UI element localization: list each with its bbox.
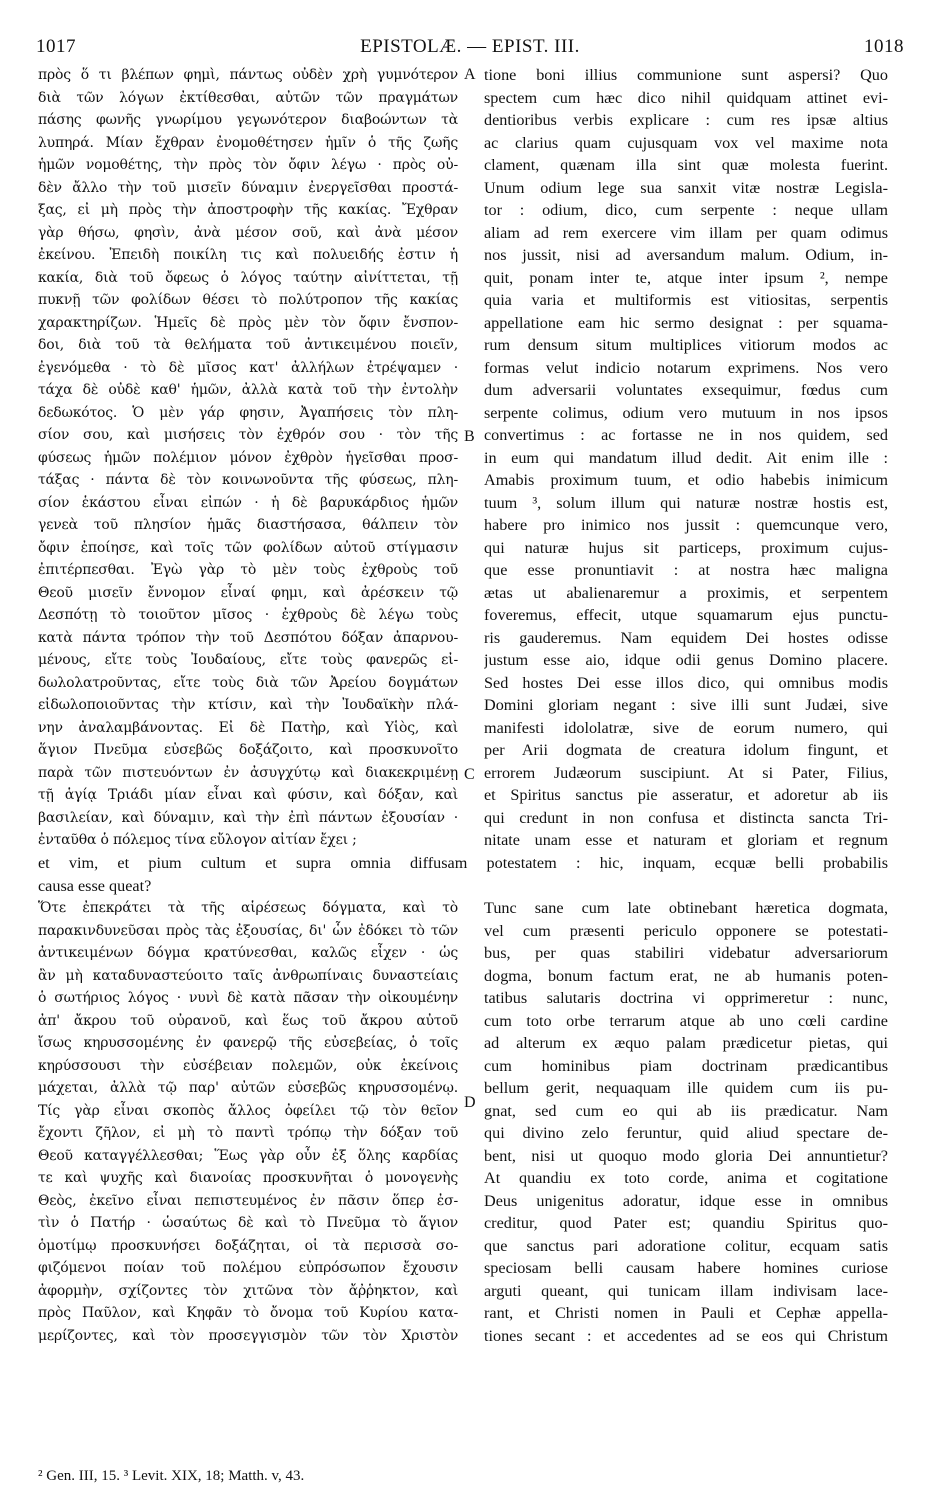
greek-line: μάχεται, ἀλλὰ τῷ παρ' αὐτῶν εὐσεβῶς κηρυσσομένῳ. xyxy=(38,1080,458,1096)
latin-line: Sed hostes Dei esse illos dico, qui omnibus modis xyxy=(484,673,888,692)
latin-line: ac clarius quam cujusquam vox vel maxime nota xyxy=(484,133,888,152)
latin-line: nos jussit, nisi ad aversandum malum. Odium, in- xyxy=(484,246,888,264)
latin-line: ætas ut abalienaremur a proximis, et serpentem xyxy=(484,583,888,602)
latin-line: tor : odium, dico, cum serpente : neque ullam xyxy=(484,201,888,219)
greek-column-top xyxy=(38,64,458,852)
latin-line: aliam ad rem exercere vim illam per quam odimus xyxy=(484,223,888,242)
latin-line: que sanctus pari adoratione colitur, ecquam satis xyxy=(484,1236,888,1255)
latin-column-bottom xyxy=(484,897,888,1347)
greek-line: παρὰ τῶν πιστευόντων ἐν ἀσυγχύτῳ καὶ διακεκριμένῃ xyxy=(38,764,458,781)
page-number-right: 1018 xyxy=(864,36,904,57)
section-marker-a: A xyxy=(464,66,476,83)
greek-line: πυκνῇ τῶν φολίδων θέσει τὸ πολύτροπον τῆς κακίας xyxy=(38,292,458,308)
latin-line: arguti queant, qui tunicam illam indivisam lace- xyxy=(484,1281,888,1300)
latin-line: per Arii dogmata de creatura idolum fingunt, et xyxy=(484,741,888,759)
latin-line: dentioribus verbis explicare : cum res ipsæ altius xyxy=(484,111,888,129)
page-number-left: 1017 xyxy=(36,36,76,57)
greek-line: ξας, εἰ μὴ πρὸς τὴν ἀποστροφὴν τῆς κακίας. Ἔχθραν xyxy=(38,202,458,218)
greek-line: κηρύσσουσι τὴν εὐσέβειαν πολεμῶν, οὐκ ἐκείνοις xyxy=(38,1057,458,1074)
latin-line: errorem Judæorum suscipiunt. At si Pater, Filius, xyxy=(484,763,888,782)
latin-line: speciosam belli causam habere homines curiose xyxy=(484,1259,888,1277)
greek-line: ἅγιον Πνεῦμα εὐσεβῶς δοξάζοιτο, καὶ προσκυνοῖτο xyxy=(38,742,458,758)
section-marker-c: C xyxy=(464,766,475,783)
greek-line: νην ἀναλαμβάνοντας. Εἰ δὲ Πατὴρ, καὶ Υἱὸς, καὶ xyxy=(38,719,458,736)
greek-line: ἀφορμὴν, σχίζοντες τὸν χιτῶνα τὸν ἄῤῥηκτον, καὶ xyxy=(38,1282,458,1299)
latin-line: Tunc sane cum late obtinebant hæretica dogmata, xyxy=(484,899,888,917)
greek-line: κατὰ πάντα τρόπον τὴν τοῦ Δεσπότου δόξαν ἀπαρνου- xyxy=(38,629,458,646)
greek-line: δεδωκότος. Ὁ μὲν γάρ φησιν, Ἀγαπήσεις τὸν πλη- xyxy=(38,404,458,421)
greek-line: χαρακτηρίζων. Ἡμεῖς δὲ πρὸς μὲν τὸν ὄφιν ἔνσπον- xyxy=(38,314,458,331)
greek-line: Θεὸς, ἐκεῖνο εἶναι πεπιστευμένος ἐν πᾶσιν ὅπερ ἐσ- xyxy=(38,1192,458,1209)
greek-line: εἰδωλοποιοῦντας τὴν κτίσιν, καὶ τὴν Ἰουδαϊκὴν πλά- xyxy=(38,697,458,713)
latin-line: qui divino zelo feruntur, quid aliud spectare de- xyxy=(484,1124,888,1142)
latin-line: rum densum situm multiplices vitiorum modos ac xyxy=(484,336,888,354)
latin-line: que esse pronuntiavit : at nostra hæc maligna xyxy=(484,561,888,579)
greek-line: διὰ τῶν λόγων ἐκτίθεσθαι, αὐτῶν τῶν πραγμάτων xyxy=(38,89,458,106)
greek-line: ἡμῶν νομοθέτης, τὴν πρὸς τὸν ὄφιν λέγω · πρὸς οὐ- xyxy=(38,157,458,173)
latin-line: quit, ponam inter te, atque inter ipsum ², nempe xyxy=(484,268,888,287)
greek-line: ἐπιτέρπεσθαι. Ἐγὼ γὰρ τὸ μὲν τοὺς ἐχθροὺς τοῦ xyxy=(38,562,458,578)
latin-column-top xyxy=(484,64,888,852)
greek-line: Δεσπότῃ τὸ τοιοῦτον μῖσος · ἐχθροὺς δὲ λέγω τοὺς xyxy=(38,607,458,623)
greek-line: Ὅτε ἐπεκράτει τὰ τῆς αἱρέσεως δόγματα, καὶ τὸ xyxy=(38,900,458,916)
greek-line: τάξας · πάντα δὲ τὸν κοινωνοῦντα τῆς φύσεως, πλη- xyxy=(38,472,458,488)
greek-line: γὰρ θήσω, φησὶν, ἀνὰ μέσον σοῦ, καὶ ἀνὰ μέσον xyxy=(38,224,458,241)
latin-line: Deus unigenitus adoratur, idque esse in omnibus xyxy=(484,1191,888,1210)
latin-line: manifesti idololatræ, sive de eorum numero, qui xyxy=(484,718,888,737)
latin-line: in eum qui mandatum illud dedit. Ait enim ille : xyxy=(484,448,888,467)
greek-line: γενεὰ τοῦ πλησίον ἡμᾶς διαστήσασα, θάλπειν τὸν xyxy=(38,517,458,533)
latin-line: tiones secant : et accedentes ad se eos qui Christum xyxy=(484,1326,888,1345)
greek-line: λυπηρά. Μίαν ἔχθραν ἐνομοθέτησεν ἡμῖν ὁ τῆς ζωῆς xyxy=(38,134,458,151)
running-title: EPISTOLÆ. — EPIST. III. xyxy=(360,36,580,57)
greek-line: Τίς γὰρ εἶναι σκοπὸς ἄλλος ὀφείλει τῷ τὸν θεῖον xyxy=(38,1102,458,1119)
greek-line: πάσης φωνῆς γνωρίμου γεγωνότερον διαβοώντων τὰ xyxy=(38,112,458,128)
greek-line: φύσεως ἡμῶν πολέμιον μόνον ἐχθρὸν ἡγεῖσθαι προσ- xyxy=(38,449,458,466)
greek-line: ἐνταῦθα ὁ πόλεμος τίνα εὔλογον αἰτίαν ἔχει ; xyxy=(38,832,357,848)
latin-line: tuum ³, solum illum qui naturæ nostræ hostis est, xyxy=(484,493,888,512)
greek-line: πρὸς Παῦλον, καὶ Κηφᾶν τὸ ὄνομα τοῦ Κυρίου κατα- xyxy=(38,1305,458,1321)
greek-line: Θεοῦ μισεῖν ἔννομον εἶναί φημι, καὶ ἀρέσκειν τῷ xyxy=(38,584,458,601)
latin-line: bent, nisi ut quoquo modo gloria Dei annuntietur? xyxy=(484,1146,888,1165)
greek-line: ἂν μὴ καταδυναστεύοιτο ταῖς ἀνθρωπίναις δυναστείαις xyxy=(38,967,458,984)
greek-line: τάχα δὲ οὐδὲ καθ' ἡμῶν, ἀλλὰ κατὰ τοῦ τὴν ἐντολὴν xyxy=(38,382,458,398)
latin-line: rant, et Christi nomen in Pauli et Cephæ appella- xyxy=(484,1304,888,1322)
latin-line: gnat, sed cum eo qui ab iis prædicatur. Nam xyxy=(484,1101,888,1120)
latin-line: cum hominibus piam doctrinam prædicantibus xyxy=(484,1056,888,1075)
latin-line: ris gauderemus. Nam equidem Dei hostes odisse xyxy=(484,628,888,647)
greek-line: ἀντικειμένων δόγμα κρατύνεσθαι, καλῶς εἶχεν · ὡς xyxy=(38,945,458,961)
latin-line: et Spiritus sanctus pie asseratur, et adoretur ab iis xyxy=(484,786,888,804)
greek-line: ἴσως κηρυσσομένης ἐν φανερῷ τῆς εὐσεβείας, ὁ τοῖς xyxy=(38,1035,458,1051)
latin-line: spectem cum hæc dico nihil quidquam attinet evi- xyxy=(484,88,888,107)
greek-line: πρὸς ὅ τι βλέπων φημὶ, πάντως οὐδὲν χρὴ γυμνότερον xyxy=(38,67,458,83)
greek-line: κακία, διὰ τοῦ ὄφεως ὁ λόγος ταύτην αἰνίττεται, τῇ xyxy=(38,269,458,286)
latin-line: tatibus salutaris doctrina vi opprimeretur : nunc, xyxy=(484,989,888,1007)
latin-line: habere pro inimico nos jussit : quemcunque vero, xyxy=(484,516,888,534)
greek-line: μένους, εἴτε τοὺς Ἰουδαίους, εἴτε τοὺς φανερῶς εἰ- xyxy=(38,652,458,668)
greek-line: ἐγενόμεθα · τὸ δὲ μῖσος κατ' ἀλλήλων ἐτρέψαμεν · xyxy=(38,359,458,376)
greek-line: σίον σου, καὶ μισήσεις τὸν ἐχθρόν σου · τὸν τῆς xyxy=(38,427,458,443)
greek-line: ἀπ' ἄκρου τοῦ οὐρανοῦ, καὶ ἕως τοῦ ἄκρου αὐτοῦ xyxy=(38,1012,458,1029)
footnotes: ² Gen. III, 15. ³ Levit. XIX, 18; Matth. v, 43. xyxy=(38,1468,305,1484)
greek-line: Θεοῦ καταγγέλλεσθαι; Ἕως γὰρ οὖν ἐξ ὅλης καρδίας xyxy=(38,1147,458,1164)
latin-line: convertimus : ac fortasse ne in nos quidem, sed xyxy=(484,426,888,444)
page-header xyxy=(36,36,904,60)
latin-line: dogma, bonum factum erat, ne ab humanis poten- xyxy=(484,966,888,985)
latin-line: clament, quænam illa sint quæ molesta fuerint. xyxy=(484,156,888,174)
latin-line: vel cum præsenti periculo opponere se potestati- xyxy=(484,921,888,940)
latin-line: cum toto orbe terrarum atque ab uno cœli cardine xyxy=(484,1011,888,1030)
latin-line: justum esse aio, idque odii genus Domino placere. xyxy=(484,651,888,669)
latin-line: formas velut indicio notarum exprimens. Nos vero xyxy=(484,358,888,377)
greek-line: σίον ἑκάστου εἶναι εἰπών · ἡ δὲ βαρυκάρδιος ἡμῶν xyxy=(38,494,458,511)
latin-line: qui naturæ hujus sit particeps, proximum cujus- xyxy=(484,538,888,557)
latin-line: qui credunt in non confusa et distincta sancta Tri- xyxy=(484,808,888,827)
greek-line: δὲν ἄλλο τὴν τοῦ μισεῖν δύναμιν ἐνεργεῖσθαι προστά- xyxy=(38,179,458,196)
greek-line: ἐκείνου. Ἐπειδὴ ποικίλη τις καὶ πολυειδής ἐστιν ἡ xyxy=(38,247,458,263)
span-line: causa esse queat? xyxy=(38,876,152,895)
latin-line: foveremus, effecit, utque squamarum ejus punctu- xyxy=(484,606,888,624)
greek-line: ὄφιν ἐποίησε, καὶ τοῖς τῶν φολίδων αὐτοῦ στίγμασιν xyxy=(38,539,458,556)
span-line: et vim, et pium cultum et supra omnia diffusam potestatem : hic, inquam, ecquæ belli probabilis xyxy=(38,854,888,872)
greek-line: βασιλείαν, καὶ δύναμιν, καὶ τὴν ἐπὶ πάντων ἐξουσίαν · xyxy=(38,809,458,826)
latin-line: At quandiu ex toto corde, anima et cogitatione xyxy=(484,1169,888,1187)
greek-column-bottom xyxy=(38,897,458,1347)
greek-line: δωλολατροῦντας, εἴτε τοὺς διὰ τῶν Ἀρείου δογμάτων xyxy=(38,674,458,691)
latin-line: nitate unam esse et naturam et gloriam et regnum xyxy=(484,831,888,849)
full-width-text xyxy=(38,852,888,897)
latin-line: bellum gerit, nequaquam ille quidem cum iis pu- xyxy=(484,1079,888,1097)
latin-line: Unum odium lege sua sanxit vitæ nostræ Legisla- xyxy=(484,178,888,197)
greek-line: δοι, διὰ τοῦ τὰ θελήματα τοῦ ἀντικειμένου ποιεῖν, xyxy=(38,337,458,353)
latin-line: Amabis proximum tuum, et odio habebis inimicum xyxy=(484,471,888,489)
section-marker-d: D xyxy=(464,1094,476,1111)
latin-line: bus, per quas stabiliri videbatur adversariorum xyxy=(484,944,888,962)
greek-line: ὁμοτίμῳ προσκυνήσει δοξάζηται, οἱ τὰ περισσὰ σο- xyxy=(38,1237,458,1254)
greek-line: μερίζοντες, καὶ τὸν προσεγγισμὸν τῶν τὸν Χριστὸν xyxy=(38,1327,458,1344)
greek-line: ὁ σωτήριος λόγος · νυνὶ δὲ κατὰ πᾶσαν τὴν οἰκουμένην xyxy=(38,990,458,1006)
latin-line: ad alterum ex æquo palam prædicetur pietas, qui xyxy=(484,1034,888,1052)
section-marker-b: B xyxy=(464,428,475,445)
latin-line: serpente colimus, odium vero mutuum in nos ipsos xyxy=(484,403,888,422)
latin-line: dum adversarii voluntates exsequimur, fœdus cum xyxy=(484,381,888,399)
greek-line: τῇ ἁγίᾳ Τριάδι μίαν εἶναι καὶ φύσιν, καὶ δόξαν, καὶ xyxy=(38,787,458,803)
greek-line: ἔχοντι ζῆλον, εἰ μὴ τὸ παντὶ τρόπῳ τὴν δόξαν τοῦ xyxy=(38,1125,458,1141)
greek-line: παρακινδυνεῦσαι πρὸς τὰς ἐξουσίας, δι' ὧν ἐδόκει τὸ τῶν xyxy=(38,922,458,939)
latin-line: tione boni illius communione sunt aspersi? Quo xyxy=(484,66,888,84)
greek-line: φιζόμενοι ποίαν τοῦ πολέμου εὐπρόσωπον ἔχουσιν xyxy=(38,1260,458,1276)
latin-line: appellatione eam hic sermo designat : per squama- xyxy=(484,313,888,332)
greek-line: τε καὶ ψυχῆς καὶ διανοίας προσκυνῆται ὁ μονογενὴς xyxy=(38,1170,458,1186)
latin-line: creditur, quod Pater est; quandiu Spiritus quo- xyxy=(484,1214,888,1232)
latin-line: quia varia et multiformis est vitiositas, serpentis xyxy=(484,291,888,309)
greek-line: τὶν ὁ Πατήρ · ὡσαύτως δὲ καὶ τὸ Πνεῦμα τὸ ἅγιον xyxy=(38,1215,458,1231)
latin-line: Domini gloriam negant : sive illi sunt Judæi, sive xyxy=(484,696,888,714)
